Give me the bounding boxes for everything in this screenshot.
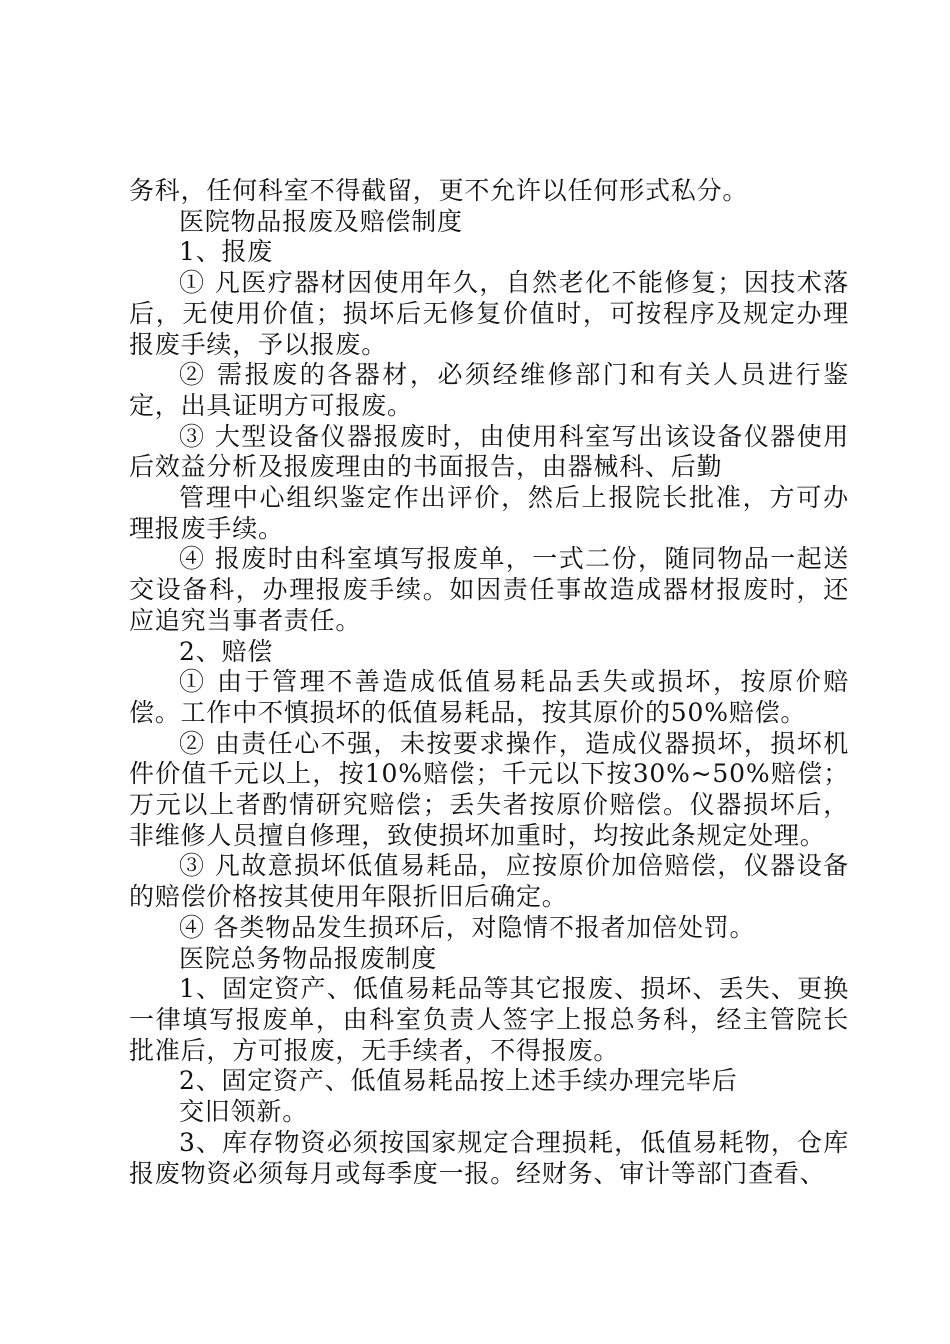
paragraph-scrap-1: ① 凡医疗器材因使用年久，自然老化不能修复；因技术落后，无使用价值；损坏后无修复价值时，可按程序及规定办理报废手续，予以报废。	[129, 268, 849, 359]
paragraph-general-1: 1、固定资产、低值易耗品等其它报废、损坏、丢失、更换一律填写报废单，由科室负责人签字上报总务科，经主管院长批准后，方可报废，无手续者，不得报废。	[129, 974, 849, 1065]
subsection-heading-scrap: 1、报废	[179, 237, 274, 267]
paragraph-compensation-2: ② 由责任心不强，未按要求操作，造成仪器损坏，损坏机件价值千元以上，按10%赔偿；千元以下按30%~50%赔偿；万元以上者酌情研究赔偿；丢失者按原价赔偿。仪器损坏后，非维修人员擅自修理，致使损坏加重时，均按此条规定处理。	[129, 728, 849, 850]
paragraph-compensation-4: ④ 各类物品发生损环后，对隐情不报者加倍处罚。	[179, 912, 756, 942]
section-title-general-affairs: 医院总务物品报废制度	[179, 943, 438, 973]
paragraph-general-2-cont: 交旧领新。	[179, 1097, 309, 1127]
paragraph-scrap-4: ④ 报废时由科室填写报废单，一式二份，随同物品一起送交设备科，办理报废手续。如因责任事故造成器材报废时，还应追究当事者责任。	[129, 544, 849, 635]
paragraph-compensation-1: ① 由于管理不善造成低值易耗品丢失或损坏，按原价赔偿。工作中不慎损坏的低值易耗品，按其原价的50%赔偿。	[129, 667, 849, 727]
paragraph-scrap-2: ② 需报废的各器材，必须经维修部门和有关人员进行鉴定，出具证明方可报废。	[129, 360, 849, 420]
paragraph-scrap-3-cont: 管理中心组织鉴定作出评价，然后上报院长批准，方可办理报废手续。	[129, 483, 849, 543]
section-title-scrap-compensation: 医院物品报废及赔偿制度	[179, 206, 463, 236]
paragraph-scrap-3: ③ 大型设备仪器报废时，由使用科室写出该设备仪器使用后效益分析及报废理由的书面报告，由器械科、后勤	[129, 421, 849, 482]
subsection-heading-compensation: 2、赔偿	[179, 636, 274, 666]
paragraph-general-3: 3、库存物资必须按国家规定合理损耗，低值易耗物，仓库报废物资必须每月或每季度一报。经财务、审计等部门查看、	[129, 1127, 849, 1188]
document-body	[129, 176, 849, 1189]
paragraph-general-2: 2、固定资产、低值易耗品按上述手续办理完毕后	[179, 1066, 738, 1096]
paragraph-continuation: 务科，任何科室不得截留，更不允许以任何形式私分。	[129, 176, 749, 205]
paragraph-compensation-3: ③ 凡故意损坏低值易耗品，应按原价加倍赔偿，仪器设备的赔偿价格按其使用年限折旧后确定。	[129, 851, 849, 912]
